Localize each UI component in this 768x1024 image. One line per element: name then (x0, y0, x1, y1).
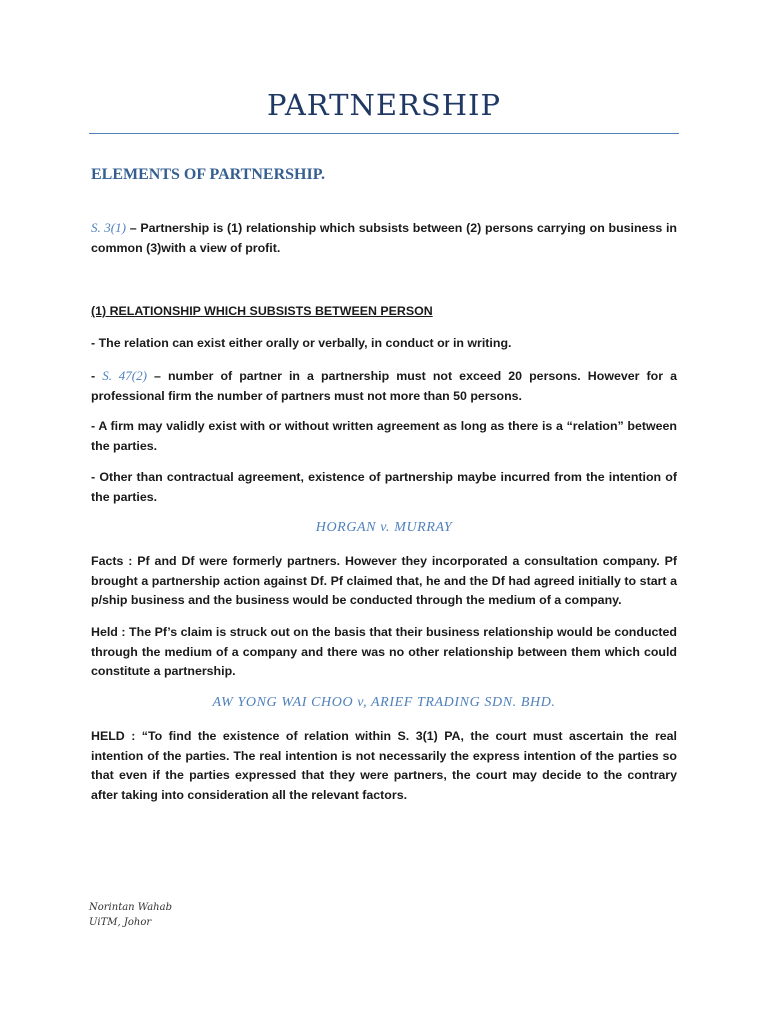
title-divider (89, 133, 679, 134)
point-text: – number of partner in a partnership must not exceed 20 persons. However for a professional firm the number of partners must not more than 50 persons. (91, 369, 677, 403)
point-paragraph: - A firm may validly exist with or without written agreement as long as there is a “relation” between the parties. (91, 419, 677, 453)
intro-text: – Partnership is (1) relationship which subsists between (2) persons carrying on business in common (3)with a view of profit. (91, 221, 677, 255)
point-paragraph: - The relation can exist either orally or verbally, in conduct or in writing. (91, 336, 512, 350)
page-title: PARTNERSHIP (267, 88, 501, 122)
case-heading: AW YONG WAI CHOO v, ARIEF TRADING SDN. BHD. (212, 695, 556, 710)
case-held: HELD : “To find the existence of relation within S. 3(1) PA, the court must ascertain the real intention of the parties. The real intention is not necessarily the express intention of the parties so that even if the parties expressed that they were partners, the court may decide to the contrary after taking into consideration all the relevant factors. (91, 729, 677, 802)
section-heading: ELEMENTS OF PARTNERSHIP. (91, 166, 325, 183)
author-signature (89, 900, 172, 930)
case-heading: HORGAN v. MURRAY (315, 520, 453, 535)
point-prefix: - (91, 369, 103, 383)
point-paragraph: - Other than contractual agreement, existence of partnership maybe incurred from the intention of the parties. (91, 470, 677, 504)
signature-name: Norintan Wahab (89, 902, 172, 913)
case-held: Held : The Pf’s claim is struck out on the basis that their business relationship would be conducted through the medium of a company and there was no other relationship between them which could constitute a partnership. (91, 625, 677, 678)
signature-affiliation: UiTM, Johor (89, 917, 152, 928)
case-facts: Facts : Pf and Df were formerly partners. However they incorporated a consultation company. Pf brought a partnership action against Df. Pf claimed that, he and the Df had agreed initially to start a p/ship business and the business would be conducted through the medium of a company. (91, 554, 677, 607)
intro-paragraph (91, 218, 677, 258)
sub-heading: (1) RELATIONSHIP WHICH SUBSISTS BETWEEN PERSON (91, 304, 433, 318)
statute-reference: S. 3(1) (91, 220, 126, 235)
point-paragraph (91, 366, 677, 406)
statute-reference: S. 47(2) (102, 368, 147, 383)
